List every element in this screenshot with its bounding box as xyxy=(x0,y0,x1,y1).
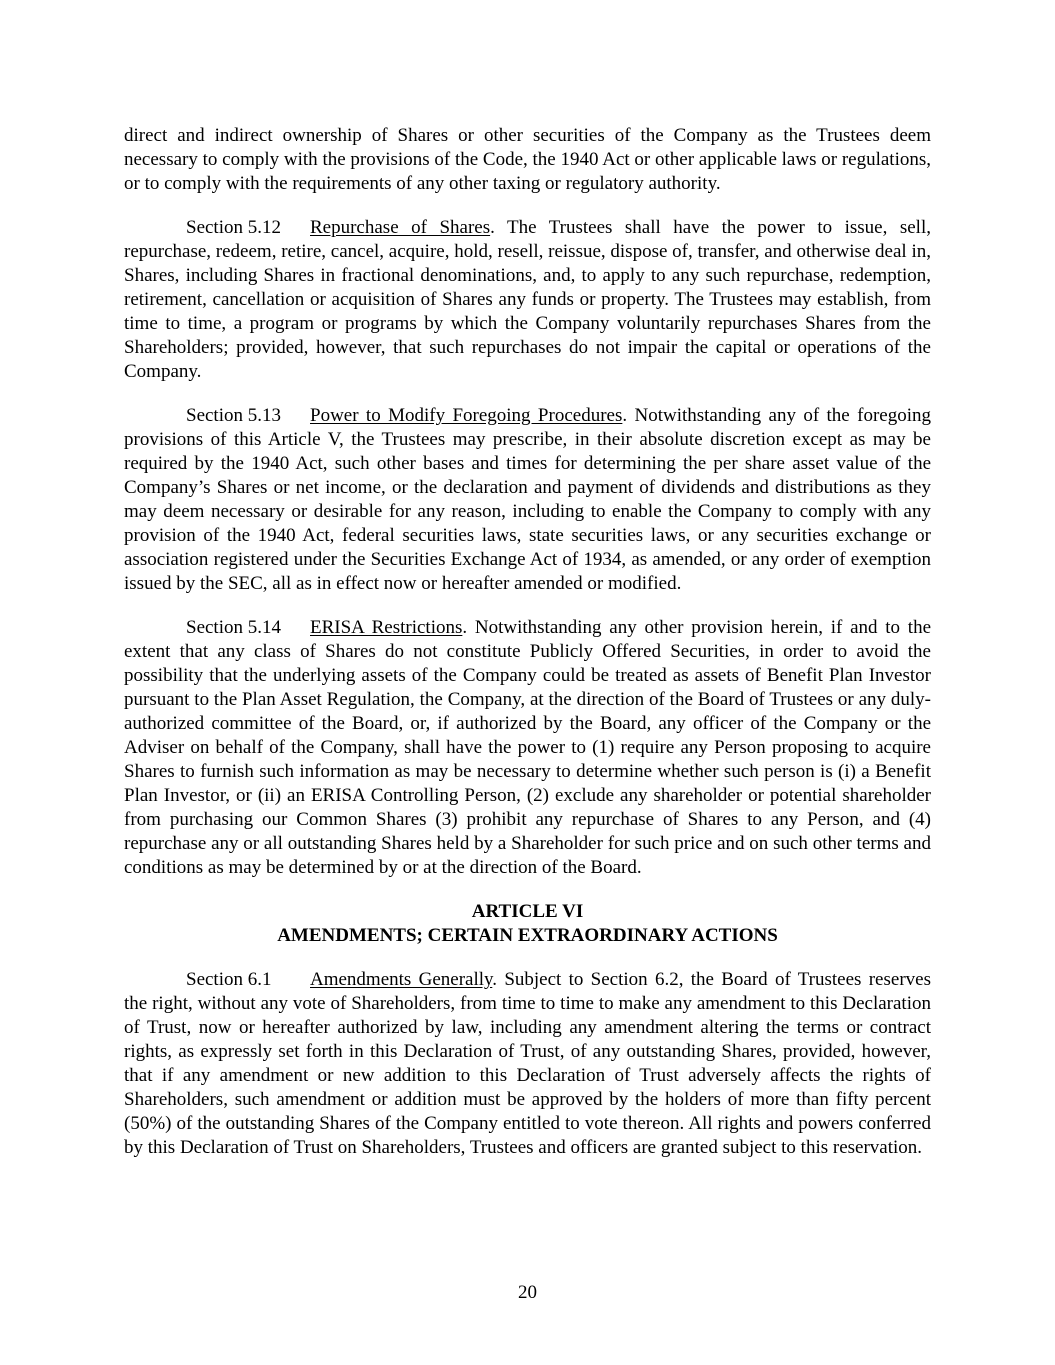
article-heading-block xyxy=(124,900,931,948)
section-title: ERISA Restrictions xyxy=(310,617,463,638)
section-body: . The Trustees shall have the power to issue, sell, repurchase, redeem, retire, cancel, acquire, hold, resell, reissue, dispose of, transfer, and otherwise deal in, Shares, including Shares in fractional denominations, and, to apply to any such repurchase, redemption, retirement, cancellation or acquisition of Shares any funds or property. The Trustees may establish, from time to time, a program or programs by which the Company voluntarily repurchases Shares from the Shareholders; provided, however, that such repurchases do not impair the capital or operations of the Company. xyxy=(124,217,931,382)
section-6-1 xyxy=(124,968,931,1160)
section-5-14 xyxy=(124,616,931,880)
section-title: Amendments Generally xyxy=(310,969,493,990)
page-number: 20 xyxy=(518,1282,537,1303)
section-number: Section 5.12 xyxy=(186,217,281,238)
section-5-13 xyxy=(124,404,931,596)
article-subheading: AMENDMENTS; CERTAIN EXTRAORDINARY ACTIONS xyxy=(277,925,778,946)
section-body: . Subject to Section 6.2, the Board of Trustees reserves the right, without any vote of Shareholders, from time to time to make any amendment to this Declaration of Trust, now or hereafter authorized by law, including any amendment altering the terms or contract rights, as expressly set forth in this Declaration of Trust, of any outstanding Shares, provided, however, that if any amendment or new addition to this Declaration of Trust adversely affects the rights of Shareholders, such amendment or addition must be approved by the holders of more than fifty percent (50%) of the outstanding Shares of the Company entitled to vote thereon. All rights and powers conferred by this Declaration of Trust on Shareholders, Trustees and officers are granted subject to this reservation. xyxy=(124,969,931,1158)
section-5-12 xyxy=(124,216,931,384)
document-page xyxy=(124,124,931,1180)
continuation-paragraph: direct and indirect ownership of Shares or other securities of the Company as the Trustees deem necessary to comply with the provisions of the Code, the 1940 Act or other applicable laws or regulations, or to comply with the requirements of any other taxing or regulatory authority. xyxy=(124,125,931,194)
section-title: Power to Modify Foregoing Procedures xyxy=(310,405,623,426)
section-title: Repurchase of Shares xyxy=(310,217,491,238)
section-number: Section 5.13 xyxy=(186,405,281,426)
section-body: . Notwithstanding any other provision herein, if and to the extent that any class of Shares do not constitute Publicly Offered Securities, in order to avoid the possibility that the underlying assets of the Company could be treated as assets of Benefit Plan Investor pursuant to the Plan Asset Regulation, the Company, at the direction of the Board of Trustees or any duly-authorized committee of the Board, or, if authorized by the Board, any officer of the Company or the Adviser on behalf of the Company, shall have the power to (1) require any Person proposing to acquire Shares to furnish such information as may be necessary to determine whether such person is (i) a Benefit Plan Investor, or (ii) an ERISA Controlling Person, (2) exclude any shareholder or potential shareholder from purchasing our Common Shares (3) prohibit any repurchase of Shares to any Person, and (4) repurchase any or all outstanding Shares held by a Shareholder for such price and on such other terms and conditions as may be determined by or at the direction of the Board. xyxy=(124,617,931,878)
section-body: . Notwithstanding any of the foregoing provisions of this Article V, the Trustees may prescribe, in their absolute discretion except as may be required by the 1940 Act, such other bases and times for determining the per share asset value of the Company’s Shares or net income, or the declaration and payment of dividends and distributions as they may deem necessary or desirable for any reason, including to enable the Company to comply with any provision of the 1940 Act, federal securities laws, state securities laws, or any securities exchange or association registered under the Securities Exchange Act of 1934, as amended, or any order of exemption issued by the SEC, all as in effect now or hereafter amended or modified. xyxy=(124,405,931,594)
section-number: Section 5.14 xyxy=(186,617,281,638)
article-heading: ARTICLE VI xyxy=(471,901,584,922)
section-number: Section 6.1 xyxy=(186,969,272,990)
